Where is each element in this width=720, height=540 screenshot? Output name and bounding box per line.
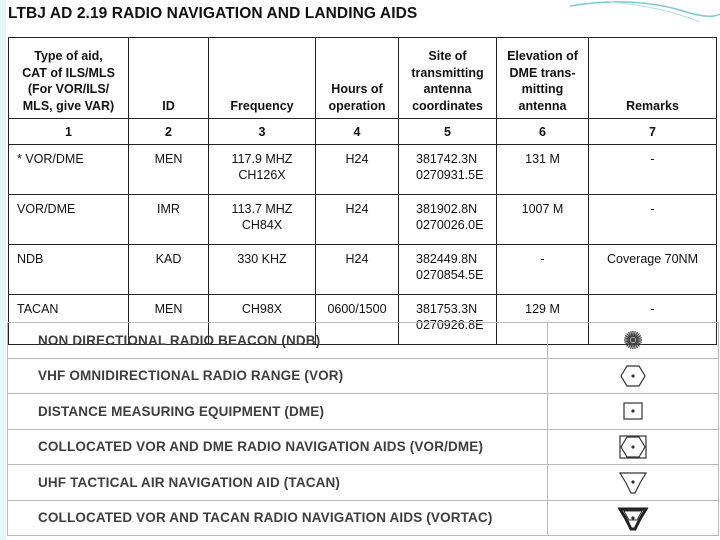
table-header-row [9, 38, 717, 119]
header-text-line: coordinates [412, 98, 483, 113]
frequency-cell: 330 KHZ [209, 245, 316, 295]
vor-symbol-icon [616, 361, 650, 391]
column-number: 5 [399, 119, 497, 145]
coordinates-cell-line: 0270854.5E [416, 268, 484, 282]
aid-type-cell: * VOR/DME [9, 145, 129, 195]
header-text-line: Elevation of [507, 49, 578, 63]
coordinates-cell [399, 195, 497, 245]
legend-symbol-cell [548, 500, 719, 536]
column-number: 2 [129, 119, 209, 145]
legend-row [8, 465, 719, 501]
frequency-cell [209, 195, 316, 245]
table-row [9, 195, 717, 245]
hours-cell: H24 [316, 195, 399, 245]
radio-navigation-table [8, 37, 717, 345]
frequency-cell [209, 145, 316, 195]
column-header-type-of-aid [9, 38, 129, 119]
column-header-frequency [209, 38, 316, 119]
page-title: LTBJ AD 2.19 RADIO NAVIGATION AND LANDING AIDS [8, 5, 418, 22]
coordinates-cell-line: 382449.8N [416, 252, 478, 266]
header-text-line: Type of aid, [34, 49, 103, 63]
header-text-line: Site of [428, 49, 467, 63]
legend-row [8, 323, 719, 359]
coordinates-cell-line: 381742.3N [416, 152, 478, 166]
id-cell: MEN [129, 145, 209, 195]
header-text-line: mitting [521, 82, 564, 96]
header-text-line: Remarks [626, 98, 679, 113]
column-number: 1 [9, 119, 129, 145]
column-number-row [9, 119, 717, 145]
aid-type-cell: TACAN [9, 295, 129, 345]
legend-label: DISTANCE MEASURING EQUIPMENT (DME) [8, 394, 548, 430]
coordinates-cell-line: 381753.3N [416, 302, 478, 316]
symbol-legend-table [7, 322, 719, 536]
aid-type-cell: VOR/DME [9, 195, 129, 245]
frequency-cell: CH98X [209, 295, 316, 345]
header-text-line: (For VOR/ILS/ [27, 82, 110, 96]
coordinates-cell-line: 0270026.0E [416, 218, 484, 232]
column-number: 4 [316, 119, 399, 145]
legend-symbol-cell [548, 394, 719, 430]
coordinates-cell-line: 0270931.5E [416, 168, 484, 182]
elevation-cell: 1007 M [497, 195, 589, 245]
header-text-line: transmitting [411, 65, 484, 80]
legend-symbol-cell [548, 358, 719, 394]
decorative-swirl-icon [570, 0, 720, 40]
legend-label: VHF OMNIDIRECTIONAL RADIO RANGE (VOR) [8, 358, 548, 394]
hours-cell: H24 [316, 245, 399, 295]
coordinates-cell-line: 381902.8N [416, 202, 478, 216]
vortac-symbol-icon [616, 503, 650, 533]
column-header-site-coordinates [399, 38, 497, 119]
legend-row [8, 358, 719, 394]
hours-cell: 0600/1500 [316, 295, 399, 345]
legend-symbol-cell [548, 323, 719, 359]
frequency-cell-line: 117.9 MHZ [231, 152, 293, 166]
header-text-line: DME trans- [509, 65, 576, 80]
coordinates-cell [399, 245, 497, 295]
header-text-line: Hours of [331, 82, 383, 96]
legend-label: NON DIRECTIONAL RADIO BEACON (NDB) [8, 323, 548, 359]
vor-dme-symbol-icon [616, 432, 650, 462]
column-number: 7 [589, 119, 717, 145]
header-text-line: CAT of ILS/MLS [22, 65, 115, 80]
frequency-cell-line: 113.7 MHZ [231, 202, 293, 216]
aid-type-cell: NDB [9, 245, 129, 295]
column-header-remarks [589, 38, 717, 119]
remarks-cell: - [589, 195, 717, 245]
column-number: 6 [497, 119, 589, 145]
id-cell: MEN [129, 295, 209, 345]
elevation-cell: 129 M [497, 295, 589, 345]
legend-symbol-cell [548, 465, 719, 501]
remarks-cell: - [589, 145, 717, 195]
table-row [9, 145, 717, 195]
column-header-id [129, 38, 209, 119]
legend-symbol-cell [548, 429, 719, 465]
coordinates-cell [399, 145, 497, 195]
column-header-dme-elevation [497, 38, 589, 119]
header-text-line: ID [162, 98, 175, 113]
id-cell: KAD [129, 245, 209, 295]
hours-cell: H24 [316, 145, 399, 195]
remarks-cell: - [589, 295, 717, 345]
coordinates-cell-line: 0270926.8E [416, 318, 484, 332]
dme-symbol-icon [616, 396, 650, 426]
header-text-line: antenna [423, 82, 472, 96]
id-cell: IMR [129, 195, 209, 245]
ndb-symbol-icon [616, 325, 650, 355]
header-text-line: antenna [518, 98, 567, 113]
elevation-cell: 131 M [497, 145, 589, 195]
frequency-cell-line: CH126X [238, 168, 286, 182]
legend-row [8, 394, 719, 430]
legend-label: COLLOCATED VOR AND TACAN RADIO NAVIGATION AIDS (VORTAC) [8, 500, 548, 536]
column-header-hours-of-operation [316, 38, 399, 119]
elevation-cell: - [497, 245, 589, 295]
legend-row [8, 500, 719, 536]
table-row [9, 245, 717, 295]
frequency-cell-line: CH84X [241, 218, 283, 232]
legend-label: UHF TACTICAL AIR NAVIGATION AID (TACAN) [8, 465, 548, 501]
header-text-line: operation [328, 98, 386, 113]
tacan-symbol-icon [616, 467, 650, 497]
header-text-line: Frequency [230, 98, 294, 113]
header-text-line: MLS, give VAR) [22, 98, 115, 113]
legend-row [8, 429, 719, 465]
remarks-cell: Coverage 70NM [589, 245, 717, 295]
column-number: 3 [209, 119, 316, 145]
legend-label: COLLOCATED VOR AND DME RADIO NAVIGATION AIDS (VOR/DME) [8, 429, 548, 465]
